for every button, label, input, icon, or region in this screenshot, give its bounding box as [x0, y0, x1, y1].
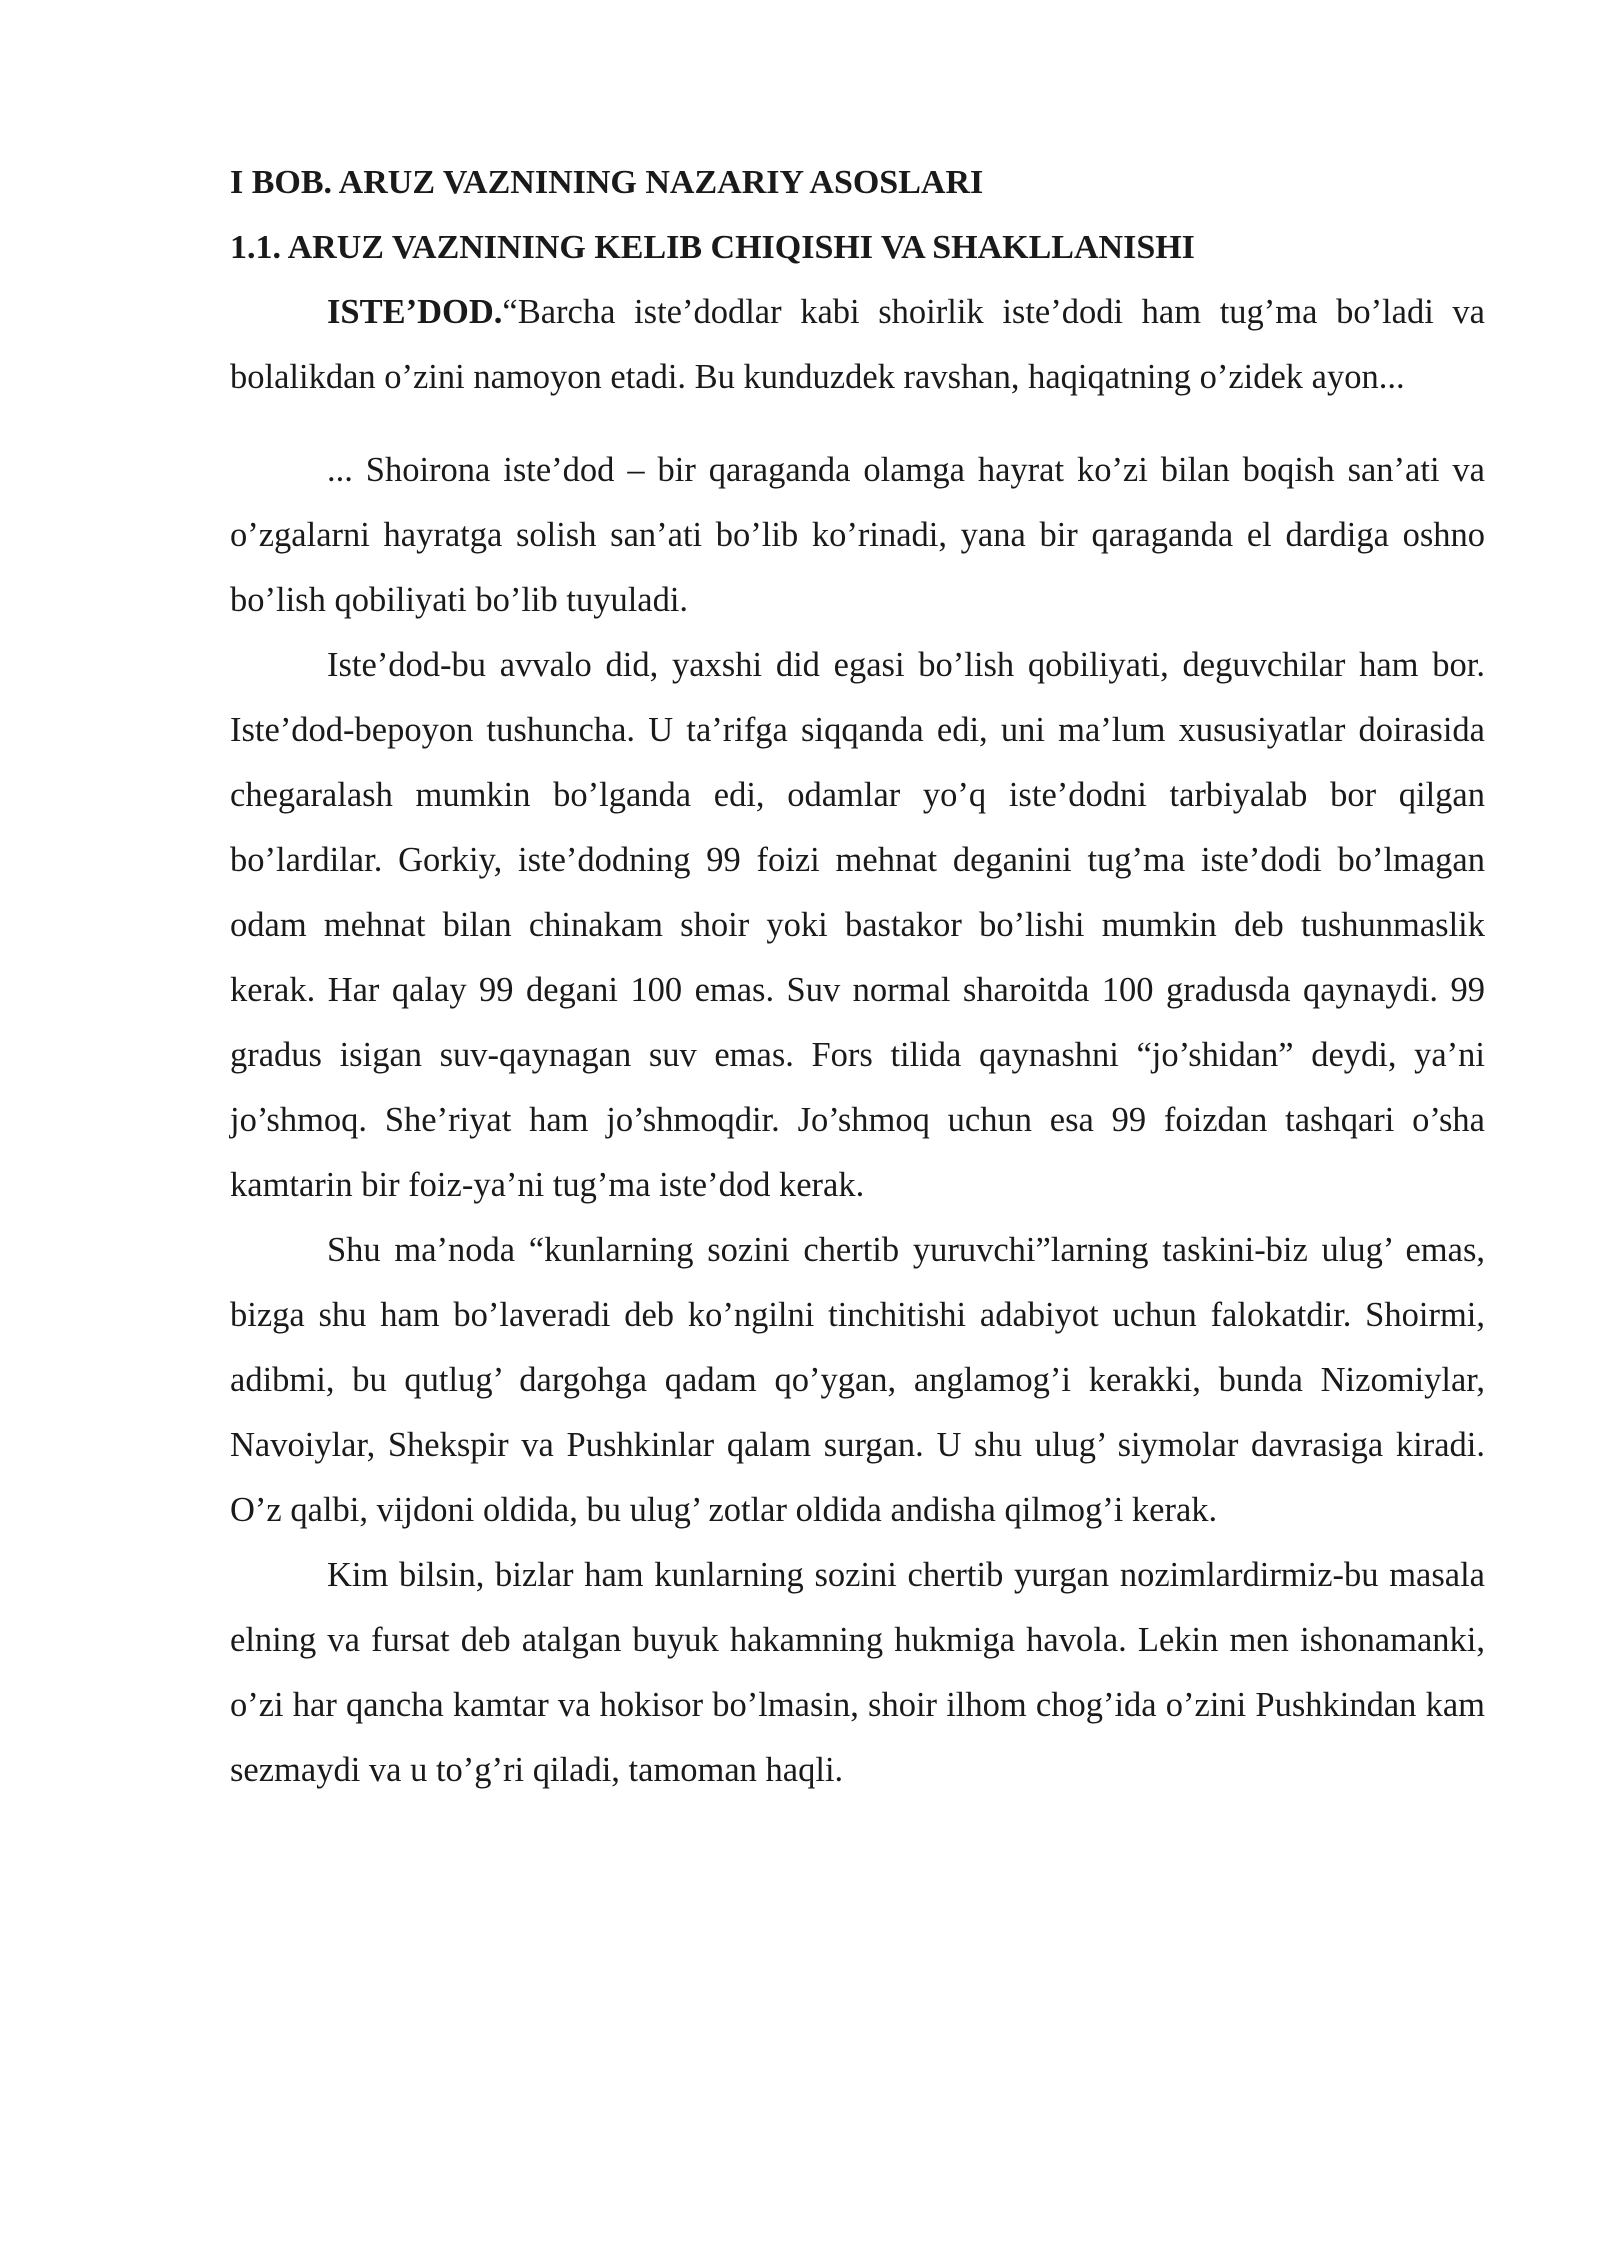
section-heading: 1.1. ARUZ VAZNINING KELIB CHIQISHI VA SHAKLLANISHI: [230, 229, 1195, 266]
intro-text: “Barcha iste’dodlar kabi shoirlik iste’dodi ham tug’ma bo’ladi va bolalikdan o’zini namoyon etadi. Bu kunduzdek ravshan, haqiqatning o’zidek ayon...: [230, 293, 1485, 396]
paragraph: Kim bilsin, bizlar ham kunlarning sozini chertib yurgan nozimlardirmiz-bu masala elning va fursat deb atalgan buyuk hakamning hukmiga havola. Lekin men ishonamanki, o’zi har qancha kamtar va hokisor bo’lmasin, shoir ilhom chog’ida o’zini Pushkindan kam sezmaydi va u to’g’ri qiladi, tamoman haqli.: [230, 1556, 1485, 1789]
paragraph: Iste’dod-bu avvalo did, yaxshi did egasi bo’lish qobiliyati, deguvchilar ham bor. Iste’dod-bepoyon tushuncha. U ta’rifga siqqanda edi, uni ma’lum xususiyatlar doirasida chegaralash mumkin bo’lganda edi, odamlar yo’q iste’dodni tarbiyalab bor qilgan bo’lardilar. Gorkiy, iste’dodning 99 foizi mehnat deganini tug’ma iste’dodi bo’lmagan odam mehnat bilan chinakam shoir yoki bastakor bo’lishi mumkin deb tushunmaslik kerak. Har qalay 99 degani 100 emas. Suv normal sharoitda 100 gradusda qaynaydi. 99 gradus isigan suv-qaynagan suv emas. Fors tilida qaynashni “jo’shidan” deydi, ya’ni jo’shmoq. She’riyat ham jo’shmoqdir. Jo’shmoq uchun esa 99 foizdan tashqari o’sha kamtarin bir foiz-ya’ni tug’ma iste’dod kerak.: [230, 646, 1485, 1204]
paragraph: ... Shoirona iste’dod – bir qaraganda olamga hayrat ko’zi bilan boqish san’ati va o’zgalarni hayratga solish san’ati bo’lib ko’rinadi, yana bir qaraganda el dardiga oshno bo’lish qobiliyati bo’lib tuyuladi.: [230, 451, 1485, 619]
document-page: [230, 150, 1485, 1803]
intro-lead: ISTE’DOD.: [327, 293, 503, 331]
paragraph: Shu ma’noda “kunlarning sozini chertib yuruvchi”larning taskini-biz ulug’ emas, bizga shu ham bo’laveradi deb ko’ngilni tinchitishi adabiyot uchun falokatdir. Shoirmi, adibmi, bu qutlug’ dargohga qadam qo’ygan, anglamog’i kerakki, bunda Nizomiylar, Navoiylar, Shekspir va Pushkinlar qalam surgan. U shu ulug’ siymolar davrasiga kiradi. O’z qalbi, vijdoni oldida, bu ulug’ zotlar oldida andisha qilmog’i kerak.: [230, 1231, 1485, 1529]
chapter-heading: I BOB. ARUZ VAZNINING NAZARIY ASOSLARI: [230, 164, 984, 201]
intro-paragraph: [230, 280, 1485, 410]
